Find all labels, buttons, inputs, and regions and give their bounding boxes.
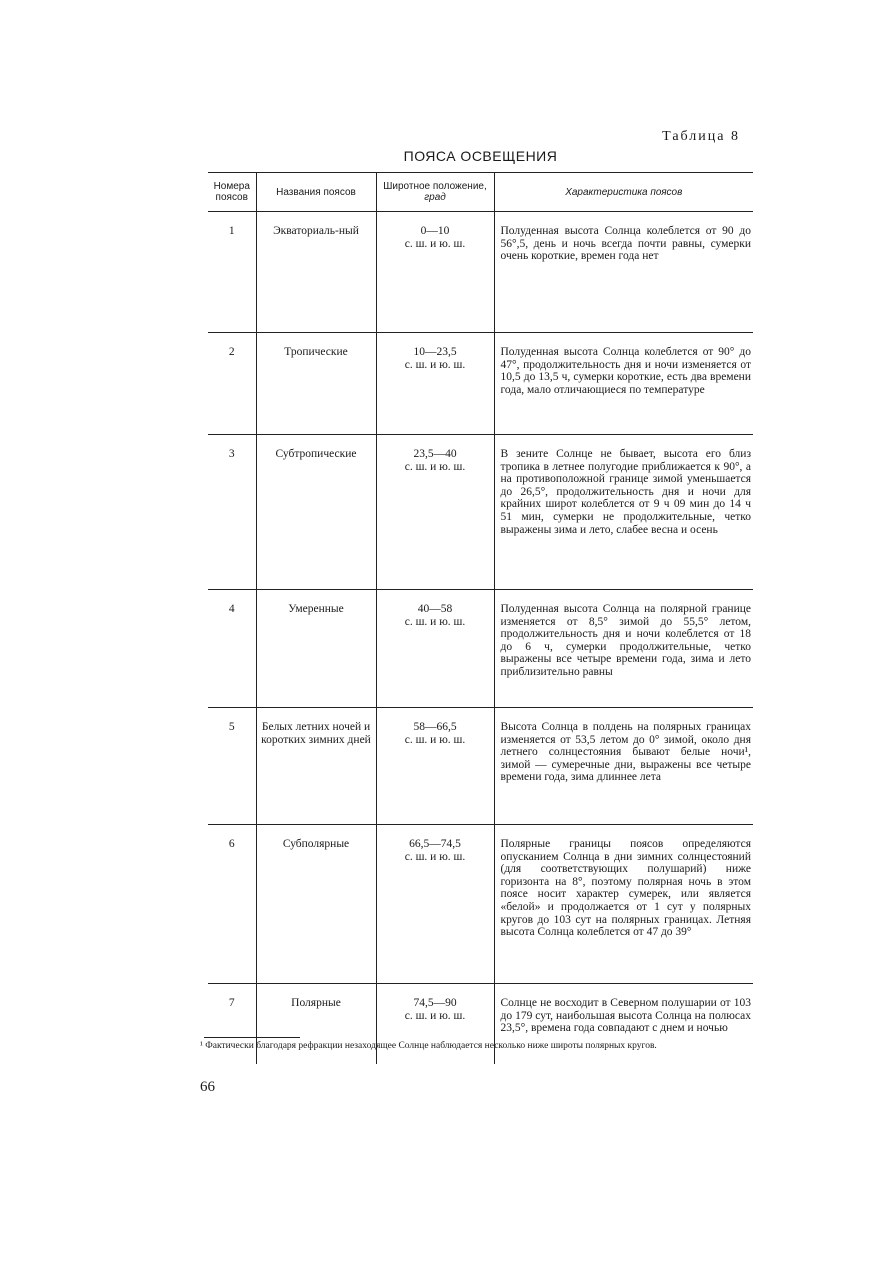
latitude-range: 58—66,5 [413, 721, 457, 733]
zone-latitude [376, 708, 494, 825]
zone-description: Солнце не восходит в Северном полушарии от 103 до 179 сут, наибольшая высота Солнца на полюсах 23,5°, времена года совпадают с днем и ночью [494, 984, 753, 1064]
latitude-hemisphere: с. ш. и ю. ш. [404, 615, 466, 628]
latitude-hemisphere: с. ш. и ю. ш. [404, 1009, 466, 1022]
zone-description: Полуденная высота Солнца колеблется от 90° до 47°, продолжительность дня и ночи изменяется от 10,5 до 13,5 ч, сумерки короткие, есть два времени года, мало отличающиеся по температуре [494, 333, 753, 435]
zone-name: Субполярные [256, 825, 376, 984]
latitude-hemisphere: с. ш. и ю. ш. [404, 733, 466, 746]
table-row [208, 435, 753, 590]
table-label: Таблица 8 [662, 129, 740, 144]
table-title: ПОЯСА ОСВЕЩЕНИЯ [403, 148, 558, 164]
zone-name: Умеренные [256, 590, 376, 708]
zone-latitude [376, 590, 494, 708]
zone-number: 3 [208, 435, 256, 590]
zone-name: Полярные [256, 984, 376, 1064]
zone-name: Субтропические [256, 435, 376, 590]
latitude-hemisphere: с. ш. и ю. ш. [404, 237, 466, 250]
table-row [208, 333, 753, 435]
footnote-divider [204, 1037, 300, 1038]
zone-name: Тропические [256, 333, 376, 435]
header-latitude-unit: град [424, 192, 446, 203]
zone-description: Полуденная высота Солнца колеблется от 90 до 56°,5, день и ночь всегда почти равны, сумерки очень короткие, времен года нет [494, 212, 753, 333]
zone-number: 2 [208, 333, 256, 435]
zone-number: 7 [228, 997, 235, 1009]
table-row [208, 590, 753, 708]
zone-number: 5 [208, 708, 256, 825]
header-characteristic: Характеристика поясов [494, 173, 753, 212]
table-row [208, 825, 753, 984]
zone-description: В зените Солнце не бывает, высота его близ тропика в летнее полугодие приближается к 90°, а на противоположной границе зимой уменьшается до 26,5°, продолжительность дня и ночи для крайних широт колеблется от 9 ч 09 мин до 14 ч 51 мин, сумерки не продолжительные, четко выражены зима и лето, слабее весна и осень [494, 435, 753, 590]
header-latitude [376, 173, 494, 212]
latitude-hemisphere: с. ш. и ю. ш. [404, 460, 466, 473]
zone-name: Белых летних ночей и коротких зимних дней [256, 708, 376, 825]
table-row [208, 708, 753, 825]
latitude-range: 0—10 [420, 225, 450, 237]
table-row [208, 212, 753, 333]
header-latitude-label: Широтное положение, [383, 181, 487, 192]
latitude-range: 66,5—74,5 [409, 838, 461, 850]
zone-description: Полуденная высота Солнца на полярной границе изменяется от 8,5° зимой до 55,5° летом, продолжительность дня и ночи колеблется от 18 до 6 ч, сумерки продолжительные, четко выражены все четыре времени года, зима и лето приблизительно равны [494, 590, 753, 708]
zone-latitude [376, 825, 494, 984]
page-number: 66 [200, 1079, 215, 1095]
header-name: Названия поясов [256, 173, 376, 212]
latitude-hemisphere: с. ш. и ю. ш. [404, 358, 466, 371]
header-number: Номера поясов [208, 173, 256, 212]
latitude-range: 40—58 [417, 603, 453, 615]
latitude-hemisphere: с. ш. и ю. ш. [404, 850, 466, 863]
zone-number: 6 [208, 825, 256, 984]
zone-description: Высота Солнца в полдень на полярных границах изменяется от 53,5 летом до 0° зимой, около дня летнего солнцестояния бывают белые ночи¹, зимой — сумеречные дни, выражены все четыре времени года, зима длиннее лета [494, 708, 753, 825]
zone-latitude [376, 212, 494, 333]
table-header-row [208, 173, 753, 212]
footnote: ¹ Фактически благодаря рефракции незаходящее Солнце наблюдается несколько ниже широты полярных кругов. [200, 1041, 657, 1051]
zone-name: Экваториаль-ный [256, 212, 376, 333]
zone-latitude [376, 435, 494, 590]
zone-latitude [376, 333, 494, 435]
zone-description: Полярные границы поясов определяются опусканием Солнца в дни зимних солнцестояний (для соответствующих полушарий) ниже горизонта на 8°, поэтому полярная ночь в этом поясе носит характер сумерек, или является «белой» и продолжается от 1 сут у полярных кругов до 103 сут на полярных границах. Летняя высота Солнца колеблется от 47 до 39° [494, 825, 753, 984]
latitude-range: 74,5—90 [413, 997, 457, 1009]
zone-number: 1 [208, 212, 256, 333]
latitude-range: 10—23,5 [413, 346, 457, 358]
latitude-range: 23,5—40 [413, 448, 457, 460]
zone-number: 4 [208, 590, 256, 708]
illumination-zones-table [208, 172, 753, 1064]
